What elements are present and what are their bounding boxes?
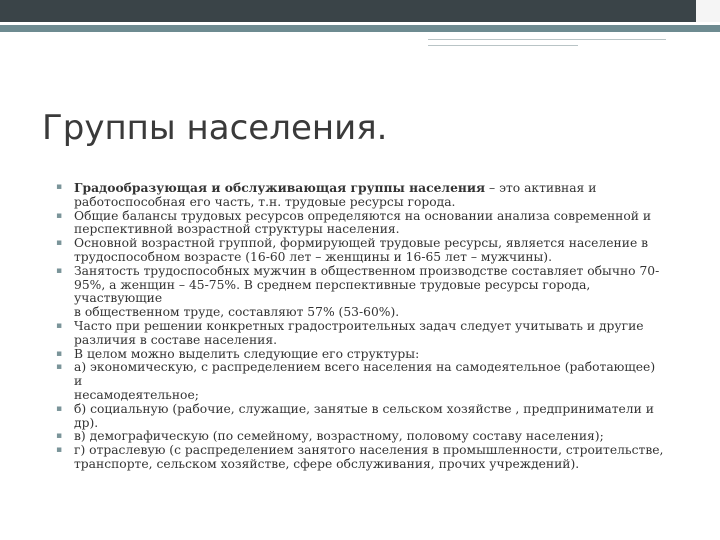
bullet-text: Основной возрастной группой, формирующей трудовые ресурсы, является население в: [74, 236, 649, 251]
bullet-text: различия в составе населения.: [74, 332, 278, 347]
bullet-dot-icon: ▪: [56, 431, 63, 442]
header-accent-bar: [0, 25, 720, 32]
header-decor-line-long: [428, 39, 666, 40]
bullet-text: Занятость трудоспособных мужчин в общественном производстве составляет обычно 70-: [74, 263, 660, 278]
bullet-text: в общественном труде, составляют 57% (53-60%).: [74, 305, 400, 320]
bullet-text: перспективной возрастной структуры населения.: [74, 222, 400, 237]
slide-title: Группы населения.: [42, 108, 388, 148]
bullet-dot-icon: ▪: [56, 445, 63, 456]
bullet-dot-icon: ▪: [56, 362, 63, 373]
bullet-dot-icon: ▪: [56, 182, 63, 192]
bullet-item: [56, 361, 666, 402]
bullet-dot-icon: ▪: [56, 320, 63, 331]
bullet-text: В целом можно выделить следующие его структуры:: [74, 346, 420, 361]
bullet-text: несамодеятельное;: [74, 387, 199, 402]
bullet-text: Часто при решении конкретных градостроительных задач следует учитывать и другие: [74, 318, 644, 333]
bullet-item: [56, 210, 666, 238]
bullet-text: б) социальную (рабочие, служащие, занятые в сельском хозяйстве , предприниматели и др).: [74, 401, 654, 430]
bullet-dot-icon: ▪: [56, 210, 63, 221]
bullet-item: [56, 403, 666, 431]
bullet-dot-icon: ▪: [56, 348, 63, 359]
bullet-item: [56, 265, 666, 320]
bullet-bold-term: Градообразующая и обслуживающая группы населения: [74, 180, 486, 195]
bullet-dot-icon: ▪: [56, 238, 63, 249]
bullet-list: [56, 181, 666, 472]
bullet-text: а) экономическую, с распределением всего населения на самодеятельное (работающее) и: [74, 360, 656, 389]
bullet-text: трудоспособном возрасте (16-60 лет – женщины и 16-65 лет – мужчины).: [74, 249, 553, 264]
bullet-dot-icon: ▪: [56, 403, 63, 414]
header-decor-line-short: [428, 45, 578, 46]
bullet-item: [56, 320, 666, 348]
bullet-text: транспорте, сельском хозяйстве, сфере обслуживания, прочих учреждений).: [74, 456, 580, 471]
bullet-dot-icon: ▪: [56, 265, 63, 276]
bullet-text: 95%, а женщин – 45-75%. В среднем перспективные трудовые ресурсы города, участвующие: [74, 277, 591, 306]
bullet-item: [56, 181, 666, 210]
bullet-text: г) отраслевую (с распределением занятого населения в промышленности, строительстве,: [74, 443, 664, 458]
bullet-text: в) демографическую (по семейному, возрастному, половому составу населения);: [74, 429, 604, 444]
bullet-item: [56, 430, 666, 444]
bullet-text: – это активная и: [485, 181, 597, 195]
bullet-text: работоспособная его часть, т.н. трудовые ресурсы города.: [74, 194, 456, 209]
bullet-item: [56, 444, 666, 472]
bullet-text: Общие балансы трудовых ресурсов определяются на основании анализа современной и: [74, 208, 652, 223]
bullet-item: [56, 348, 666, 362]
header-dark-band: [0, 0, 696, 22]
bullet-item: [56, 237, 666, 265]
